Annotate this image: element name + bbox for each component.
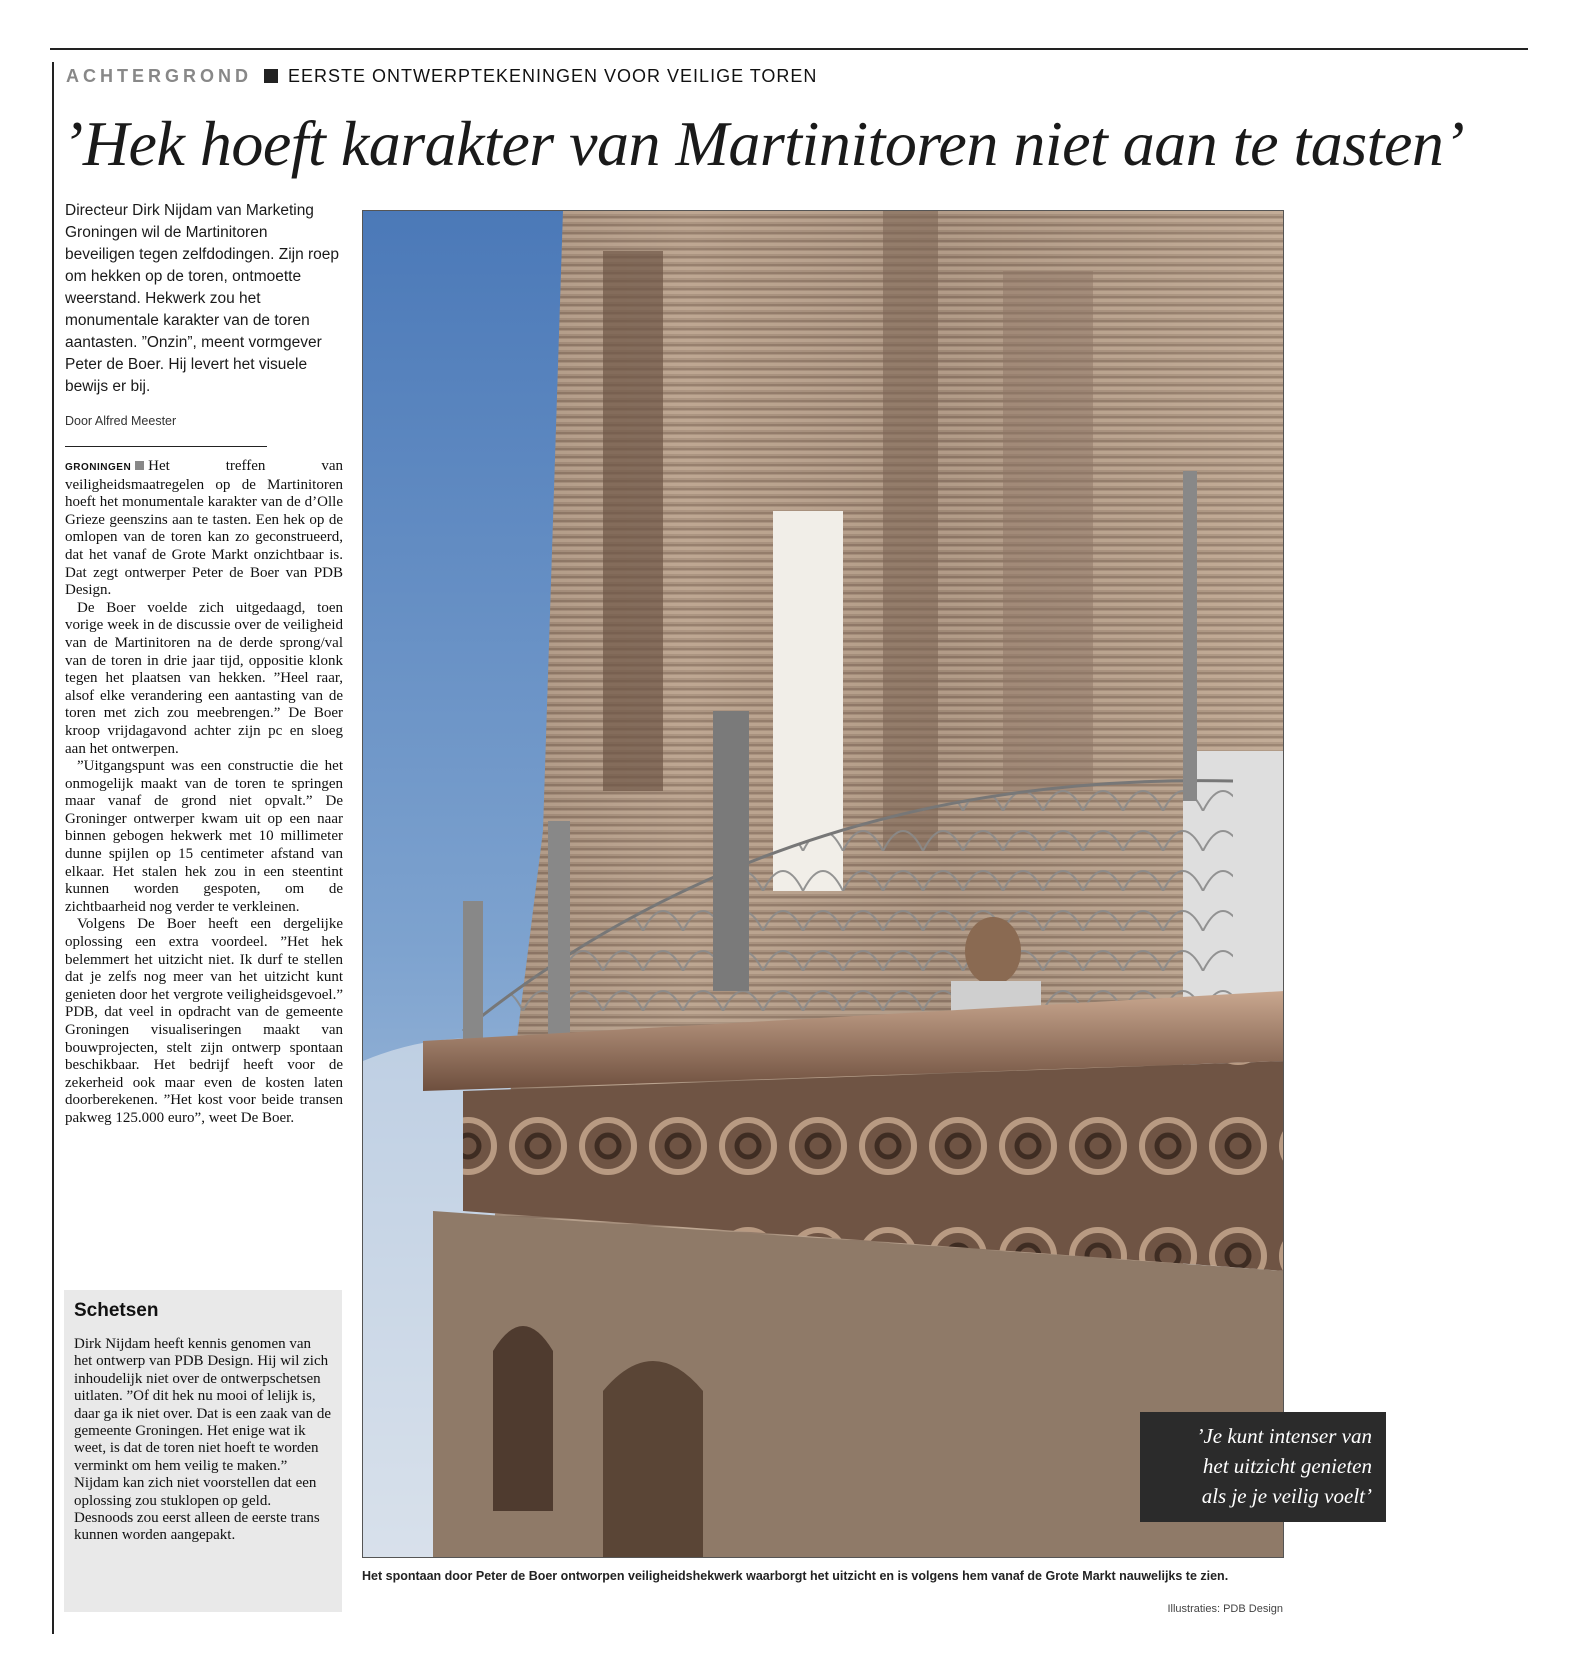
pull-quote-line: als je je veilig voelt’ — [1201, 1484, 1372, 1508]
section-kicker: ACHTERGROND — [66, 66, 252, 86]
article-paragraph — [65, 458, 343, 600]
sidebar-title: Schetsen — [74, 1300, 159, 1321]
subhead: EERSTE ONTWERPTEKENINGEN VOOR VEILIGE TOREN — [288, 66, 818, 86]
article-paragraph: ”Uitgangspunt was een constructie die het onmogelijk maakt van de toren te springen maar vanaf de grond niet opvalt.” De Groninger ontwerper kwam uit op een naar binnen gebogen hekwerk met 10 millimeter dunne spijlen op 15 centimeter afstand van elkaar. Het stalen hek zou in een steentint kunnen worden gespoten, om de zichtbaarheid nog verder te verkleinen. — [65, 758, 343, 915]
square-bullet-icon — [135, 461, 144, 470]
sidebar-text: Dirk Nijdam heeft kennis genomen van het ontwerp van PDB Design. Hij wil zich inhoudelijk niet over de ontwerpschetsen uitlaten. ”Of dit hek nu mooi of lelijk is, daar ga ik niet over. Dat is een zaak van de gemeente Groningen. Het enige wat ik weet, is dat de toren niet hoeft te worden verminkt om hem veilig te maken.” Nijdam kan zich niet voorstellen dat een oplossing zou stuklopen op geld. Desnoods zou eerst alleen de eerste trans kunnen worden aangepakt. — [74, 1336, 331, 1544]
article-paragraph: Volgens De Boer heeft een dergelijke oplossing een extra voordeel. ”Het hek belemmert het uitzicht niet. Ik durf te stellen dat je zelfs nog meer van het uitzicht kunt genieten door het vergrote veiligheidsgevoel.” PDB, dat veel in opdracht van de gemeente Groningen visualiseringen maakt van bouwprojecten, stelt zijn ontwerp spontaan beschikbaar. Het bedrijf heeft voor de zekerheid ook maar even de kosten laten doorberekenen. ”Het kost voor beide transen pakweg 125.000 euro”, weet De Boer. — [65, 916, 343, 1126]
top-rule — [50, 48, 1528, 50]
dateline: GRONINGEN — [65, 462, 132, 473]
square-bullet-icon — [264, 69, 278, 83]
pull-quote-line: het uitzicht genieten — [1202, 1454, 1372, 1478]
byline-rule — [65, 446, 267, 447]
paragraph-text: Het treffen van veiligheidsmaatregelen op de Martinitoren hoeft het monumentale karakter van de d’Olle Grieze geenszins aan te tasten. Een hek op de omlopen van de toren kan zo geconstrueerd, dat het vanaf de Grote Markt onzichtbaar is. Dat zegt ontwerper Peter de Boer van PDB Design. — [65, 458, 343, 599]
left-column-rule — [52, 62, 54, 1634]
rubric — [66, 66, 817, 87]
photo-credit: Illustraties: PDB Design — [1167, 1603, 1283, 1615]
tower-rendering — [362, 210, 1284, 1558]
byline: Door Alfred Meester — [65, 414, 177, 428]
pull-quote — [1140, 1412, 1386, 1522]
pull-quote-line: ’Je kunt intenser van — [1196, 1424, 1372, 1448]
article-body — [65, 458, 343, 1128]
article-paragraph: De Boer voelde zich uitgedaagd, toen vorige week in de discussie over de veiligheid van de Martinitoren na de derde sprong/val van de toren in drie jaar tijd, oppositie klonk tegen het plaatsen van hekken. ”Heel raar, alsof elke verandering een aantasting van de toren met zich zou meebrengen.” De Boer kroop vrijdagavond achter zijn pc en sloeg aan het ontwerpen. — [65, 599, 343, 757]
lead-paragraph: Directeur Dirk Nijdam van Marketing Groningen wil de Martinitoren beveiligen tegen zelfdodingen. Zijn roep om hekken op de toren, ontmoette weerstand. Hekwerk zou het monumentale karakter van de toren aantasten. ”Onzin”, meent vormgever Peter de Boer. Hij levert het visuele bewijs er bij. — [65, 202, 340, 395]
photo-caption: Het spontaan door Peter de Boer ontworpen veiligheidshekwerk waarborgt het uitzicht en is volgens hem vanaf de Grote Markt nauwelijks te zien. — [362, 1569, 1229, 1583]
sidebar-box — [64, 1290, 342, 1612]
tower-rendering-illustration — [363, 211, 1284, 1558]
headline: ’Hek hoeft karakter van Martinitoren niet aan te tasten’ — [62, 108, 1465, 179]
